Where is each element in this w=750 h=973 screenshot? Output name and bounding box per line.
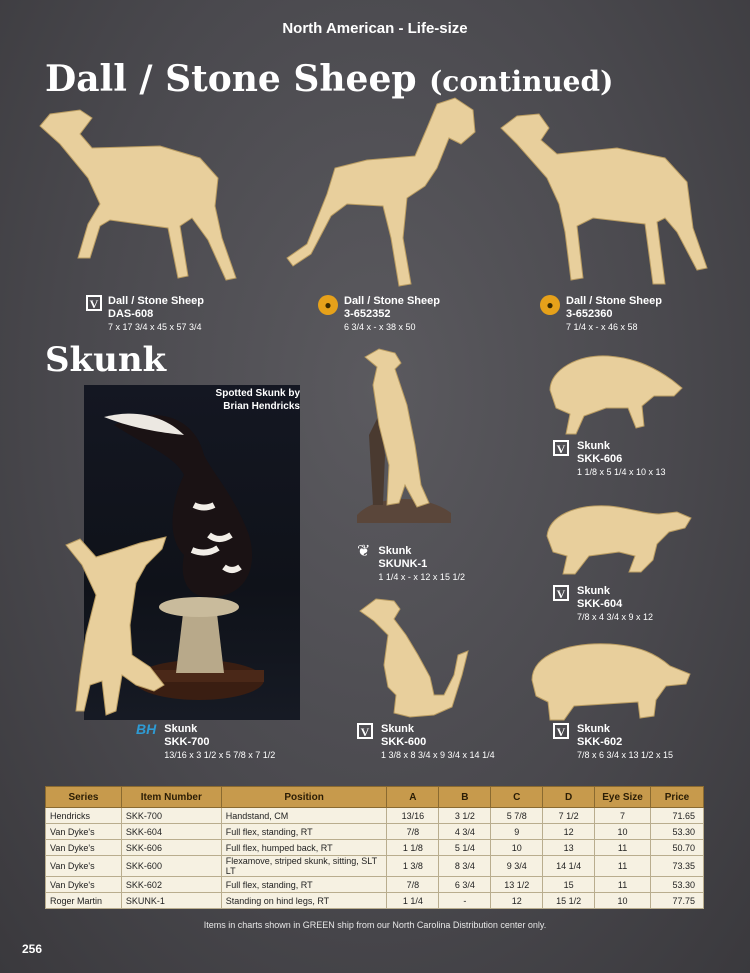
product-name: Skunk — [577, 585, 611, 597]
column-header: Item Number — [121, 787, 221, 808]
cell-price: 71.65 — [651, 808, 704, 824]
cell-a: 7/8 — [387, 824, 439, 840]
cell-d: 15 — [543, 877, 595, 893]
cell-a: 1 3/8 — [387, 856, 439, 877]
item-number: SKK-602 — [577, 736, 623, 748]
cell-item: SKK-600 — [121, 856, 221, 877]
footnote: Items in charts shown in GREEN ship from our North Carolina Distribution center only. — [203, 920, 547, 930]
item-number: 3-652352 — [344, 308, 391, 320]
cell-series: Van Dyke's — [46, 840, 122, 856]
cell-b: 5 1/4 — [439, 840, 491, 856]
martin-brand-icon: ❦ — [357, 543, 371, 560]
product-name: Dall / Stone Sheep — [566, 295, 662, 307]
cell-price: 53.30 — [651, 877, 704, 893]
dimensions: 1 3/8 x 8 3/4 x 9 3/4 x 14 1/4 — [381, 750, 495, 760]
product-name: Dall / Stone Sheep — [108, 295, 204, 307]
skunk-humped-form-image — [548, 350, 683, 435]
table-row — [46, 893, 704, 909]
column-header: D — [543, 787, 595, 808]
skunk-handstand-form-image — [66, 535, 171, 720]
dimensions: 6 3/4 x - x 38 x 50 — [344, 322, 416, 332]
product-caption — [540, 295, 662, 334]
cell-position: Handstand, CM — [221, 808, 387, 824]
item-number: SKK-600 — [381, 736, 427, 748]
cell-series: Hendricks — [46, 808, 122, 824]
column-header: B — [439, 787, 491, 808]
item-number: DAS-608 — [108, 308, 154, 320]
product-name: Skunk — [577, 440, 611, 452]
photo-caption-line: Spotted Skunk by — [215, 388, 300, 399]
dimensions: 13/16 x 3 1/2 x 5 7/8 x 7 1/2 — [164, 750, 276, 760]
cell-c: 5 7/8 — [491, 808, 543, 824]
item-number: 3-652360 — [566, 308, 613, 320]
cell-b: 8 3/4 — [439, 856, 491, 877]
cell-d: 13 — [543, 840, 595, 856]
column-header: C — [491, 787, 543, 808]
cell-position: Flexamove, striped skunk, sitting, SLT LT — [221, 856, 387, 877]
dimensions: 7 1/4 x - x 46 x 58 — [566, 322, 638, 332]
cell-c: 13 1/2 — [491, 877, 543, 893]
table-row — [46, 877, 704, 893]
cell-series: Van Dyke's — [46, 877, 122, 893]
item-number: SKK-604 — [577, 598, 623, 610]
product-name: Skunk — [164, 723, 198, 735]
cell-c: 9 — [491, 824, 543, 840]
cell-c: 10 — [491, 840, 543, 856]
mckenzie-brand-icon: ● — [540, 295, 560, 315]
cell-a: 13/16 — [387, 808, 439, 824]
cell-c: 12 — [491, 893, 543, 909]
cell-position: Full flex, standing, RT — [221, 877, 387, 893]
cell-a: 1 1/4 — [387, 893, 439, 909]
vandykes-brand-icon: V — [553, 585, 569, 601]
cell-d: 12 — [543, 824, 595, 840]
column-header: Eye Size — [595, 787, 651, 808]
skunk-standing-large-form-image — [530, 640, 695, 722]
cell-b: 3 1/2 — [439, 808, 491, 824]
cell-series: Van Dyke's — [46, 824, 122, 840]
column-header: Price — [651, 787, 704, 808]
product-caption — [357, 545, 465, 584]
cell-price: 77.75 — [651, 893, 704, 909]
column-header: A — [387, 787, 439, 808]
section-header: North American - Life-size — [282, 20, 468, 37]
cell-series: Van Dyke's — [46, 856, 122, 877]
sheep-form-image — [497, 108, 712, 293]
skunk-standing-form-image — [355, 345, 455, 525]
cell-b: 6 3/4 — [439, 877, 491, 893]
section-title-skunk: Skunk — [45, 340, 167, 380]
page-title — [45, 58, 613, 100]
page-title-main: Dall / Stone Sheep — [45, 58, 417, 100]
sheep-form-image — [287, 98, 487, 288]
photo-caption — [190, 387, 300, 413]
hendricks-brand-icon: BH — [136, 721, 157, 737]
cell-c: 9 3/4 — [491, 856, 543, 877]
cell-item: SKUNK-1 — [121, 893, 221, 909]
cell-price: 50.70 — [651, 840, 704, 856]
cell-d: 14 1/4 — [543, 856, 595, 877]
cell-eye-size: 7 — [595, 808, 651, 824]
mckenzie-brand-icon: ● — [318, 295, 338, 315]
cell-a: 1 1/8 — [387, 840, 439, 856]
product-name: Skunk — [378, 545, 412, 557]
product-name: Skunk — [381, 723, 415, 735]
product-caption — [553, 440, 666, 479]
sheep-form-image — [40, 108, 260, 288]
vandykes-brand-icon: V — [553, 440, 569, 456]
cell-item: SKK-700 — [121, 808, 221, 824]
item-number: SKK-606 — [577, 453, 623, 465]
page-title-suffix: (continued) — [429, 65, 614, 98]
table-row — [46, 840, 704, 856]
spec-table — [45, 786, 704, 909]
cell-item: SKK-606 — [121, 840, 221, 856]
vandykes-brand-icon: V — [86, 295, 102, 311]
cell-d: 15 1/2 — [543, 893, 595, 909]
column-header: Series — [46, 787, 122, 808]
dimensions: 7 x 17 3/4 x 45 x 57 3/4 — [108, 322, 202, 332]
cell-position: Full flex, humped back, RT — [221, 840, 387, 856]
cell-eye-size: 11 — [595, 856, 651, 877]
cell-eye-size: 10 — [595, 824, 651, 840]
cell-a: 7/8 — [387, 877, 439, 893]
cell-d: 7 1/2 — [543, 808, 595, 824]
cell-eye-size: 11 — [595, 877, 651, 893]
cell-eye-size: 10 — [595, 893, 651, 909]
cell-price: 53.30 — [651, 824, 704, 840]
product-caption — [318, 295, 440, 334]
photo-caption-line: Brian Hendricks — [223, 401, 300, 412]
vandykes-brand-icon: V — [553, 723, 569, 739]
table-header-row — [46, 787, 704, 808]
product-caption — [136, 723, 275, 762]
column-header: Position — [221, 787, 387, 808]
product-caption — [357, 723, 495, 762]
dimensions: 7/8 x 4 3/4 x 9 x 12 — [577, 612, 654, 622]
item-number: SKK-700 — [164, 736, 210, 748]
skunk-standing-flex-form-image — [545, 500, 693, 580]
product-name: Dall / Stone Sheep — [344, 295, 440, 307]
cell-price: 73.35 — [651, 856, 704, 877]
table-row — [46, 856, 704, 877]
product-caption — [86, 295, 204, 334]
page-number: 256 — [22, 942, 43, 956]
cell-position: Standing on hind legs, RT — [221, 893, 387, 909]
dimensions: 1 1/4 x - x 12 x 15 1/2 — [378, 572, 465, 582]
product-name: Skunk — [577, 723, 611, 735]
item-number: SKUNK-1 — [378, 558, 428, 570]
cell-series: Roger Martin — [46, 893, 122, 909]
cell-b: - — [439, 893, 491, 909]
product-caption — [553, 585, 653, 624]
vandykes-brand-icon: V — [357, 723, 373, 739]
product-caption — [553, 723, 673, 762]
skunk-sitting-form-image — [358, 595, 473, 720]
cell-eye-size: 11 — [595, 840, 651, 856]
table-row — [46, 808, 704, 824]
dimensions: 7/8 x 6 3/4 x 13 1/2 x 15 — [577, 750, 674, 760]
dimensions: 1 1/8 x 5 1/4 x 10 x 13 — [577, 467, 666, 477]
table-row — [46, 824, 704, 840]
cell-item: SKK-604 — [121, 824, 221, 840]
cell-item: SKK-602 — [121, 877, 221, 893]
cell-b: 4 3/4 — [439, 824, 491, 840]
cell-position: Full flex, standing, RT — [221, 824, 387, 840]
